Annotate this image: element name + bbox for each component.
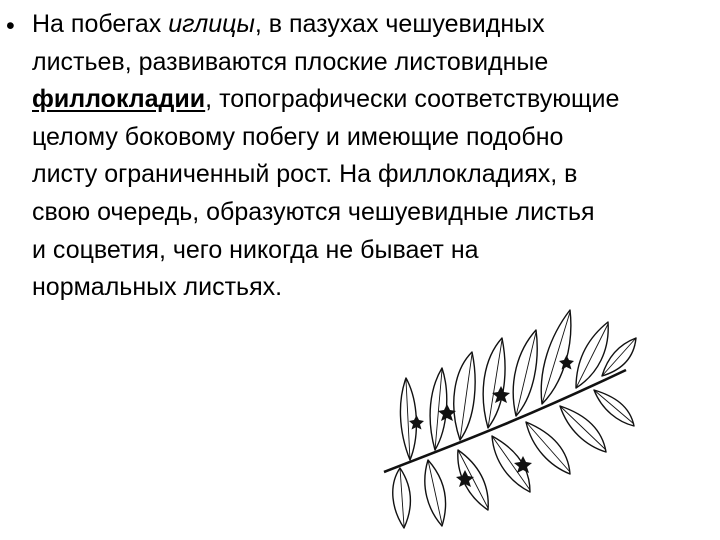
text-line-3: [32, 81, 716, 119]
phylloclade: [454, 352, 475, 440]
text-line-1-part-3: , в пазухах чешуевидных: [254, 10, 545, 38]
text-line-8: нормальных листьях.: [32, 273, 283, 302]
bullet-marker: •: [6, 12, 15, 40]
text-line-2: листьев, развиваются плоские листовидные: [32, 47, 549, 76]
text-line-1-part-1: На побегах: [32, 10, 169, 38]
text-line-3-rest: , топографически соответствующие: [205, 85, 620, 114]
text-line-4: целому боковому побегу и имеющие подобно: [32, 122, 564, 151]
text-line-5: листу ограниченный рост. На филлокладиях, в: [32, 160, 578, 189]
phylloclade: [393, 468, 411, 528]
body-text: [32, 6, 716, 307]
ruscus-branch-drawing: [380, 300, 640, 530]
italic-term-iglitsa: иглицы: [168, 10, 255, 38]
phylloclade: [483, 338, 505, 428]
text-line-1: [32, 6, 716, 44]
text-line-6: свою очередь, образуются чешуевидные листья: [32, 197, 595, 226]
plant-illustration: [380, 300, 640, 530]
text-line-7: и соцветия, чего никогда не бывает на: [32, 235, 479, 264]
bold-term-phylloclades: филлокладии: [32, 85, 206, 114]
phylloclade: [400, 378, 416, 460]
